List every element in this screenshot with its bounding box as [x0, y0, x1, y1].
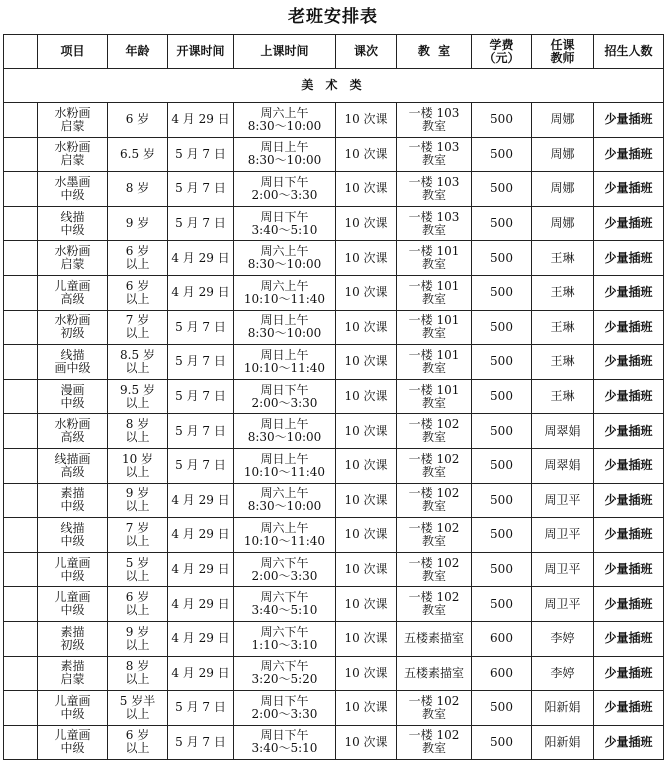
project-cell: 水粉画 启蒙	[38, 241, 108, 276]
fee-cell: 500	[472, 518, 532, 553]
age-cell: 7 岁 以上	[108, 310, 168, 345]
class-time-cell: 周六上午 8:30～10:00	[234, 483, 336, 518]
blank-cell	[4, 379, 38, 414]
sessions-cell: 10 次课	[336, 241, 397, 276]
age-cell: 8 岁 以上	[108, 656, 168, 691]
class-time-cell: 周日下午 2:00～3:30	[234, 379, 336, 414]
teacher-cell: 阳新娟	[532, 725, 594, 760]
header-cell: 开课时间	[168, 35, 234, 69]
teacher-cell: 周卫平	[532, 518, 594, 553]
table-row	[4, 587, 664, 622]
sessions-cell: 10 次课	[336, 656, 397, 691]
fee-cell: 500	[472, 275, 532, 310]
fee-cell: 500	[472, 725, 532, 760]
sessions-cell: 10 次课	[336, 414, 397, 449]
start-date-cell: 5 月 7 日	[168, 414, 234, 449]
start-date-cell: 5 月 7 日	[168, 172, 234, 207]
table-row	[4, 310, 664, 345]
teacher-cell: 周翠娟	[532, 448, 594, 483]
start-date-cell: 5 月 7 日	[168, 137, 234, 172]
project-cell: 儿童画 中级	[38, 587, 108, 622]
sessions-cell: 10 次课	[336, 379, 397, 414]
age-cell: 7 岁 以上	[108, 518, 168, 553]
fee-cell: 600	[472, 656, 532, 691]
classroom-cell: 一楼 102 教室	[397, 725, 472, 760]
teacher-cell: 周卫平	[532, 587, 594, 622]
enrollment-cell: 少量插班	[594, 241, 664, 276]
project-cell: 线描 画中级	[38, 345, 108, 380]
table-row	[4, 656, 664, 691]
teacher-cell: 周娜	[532, 206, 594, 241]
table-row	[4, 552, 664, 587]
header-cell: 年龄	[108, 35, 168, 69]
class-time-cell: 周日下午 3:40～5:10	[234, 725, 336, 760]
age-cell: 5 岁 以上	[108, 552, 168, 587]
blank-cell	[4, 448, 38, 483]
table-row	[4, 518, 664, 553]
blank-cell	[4, 310, 38, 345]
age-cell: 5 岁半 以上	[108, 691, 168, 726]
classroom-cell: 五楼素描室	[397, 656, 472, 691]
project-cell: 素描 初级	[38, 621, 108, 656]
sessions-cell: 10 次课	[336, 103, 397, 138]
project-cell: 线描 中级	[38, 206, 108, 241]
age-cell: 6 岁 以上	[108, 725, 168, 760]
class-time-cell: 周六上午 8:30～10:00	[234, 241, 336, 276]
page-title: 老班安排表	[288, 7, 378, 27]
class-time-cell: 周日下午 3:40～5:10	[234, 206, 336, 241]
project-cell: 儿童画 中级	[38, 725, 108, 760]
enrollment-cell: 少量插班	[594, 206, 664, 241]
start-date-cell: 5 月 7 日	[168, 448, 234, 483]
table-row	[4, 206, 664, 241]
fee-cell: 600	[472, 621, 532, 656]
classroom-cell: 一楼 102 教室	[397, 691, 472, 726]
enrollment-cell: 少量插班	[594, 725, 664, 760]
blank-cell	[4, 275, 38, 310]
project-cell: 水粉画 启蒙	[38, 137, 108, 172]
start-date-cell: 5 月 7 日	[168, 310, 234, 345]
classroom-cell: 一楼 102 教室	[397, 448, 472, 483]
sessions-cell: 10 次课	[336, 310, 397, 345]
enrollment-cell: 少量插班	[594, 518, 664, 553]
header-cell: 招生人数	[594, 35, 664, 69]
fee-cell: 500	[472, 206, 532, 241]
classroom-cell: 一楼 103 教室	[397, 137, 472, 172]
classroom-cell: 一楼 102 教室	[397, 414, 472, 449]
fee-cell: 500	[472, 448, 532, 483]
fee-cell: 500	[472, 414, 532, 449]
age-cell: 6 岁 以上	[108, 241, 168, 276]
class-time-cell: 周日上午 8:30～10:00	[234, 137, 336, 172]
class-time-cell: 周日下午 2:00～3:30	[234, 172, 336, 207]
blank-cell	[4, 691, 38, 726]
table-row	[4, 691, 664, 726]
project-cell: 水粉画 高级	[38, 414, 108, 449]
sessions-cell: 10 次课	[336, 172, 397, 207]
sessions-cell: 10 次课	[336, 448, 397, 483]
age-cell: 6 岁 以上	[108, 275, 168, 310]
sessions-cell: 10 次课	[336, 137, 397, 172]
blank-cell	[4, 345, 38, 380]
classroom-cell: 一楼 102 教室	[397, 587, 472, 622]
class-time-cell: 周日上午 10:10～11:40	[234, 448, 336, 483]
class-time-cell: 周六下午 3:20～5:20	[234, 656, 336, 691]
classroom-cell: 一楼 101 教室	[397, 275, 472, 310]
table-row	[4, 345, 664, 380]
class-time-cell: 周六上午 10:10～11:40	[234, 275, 336, 310]
project-cell: 线描画 高级	[38, 448, 108, 483]
classroom-cell: 一楼 102 教室	[397, 552, 472, 587]
project-cell: 儿童画 高级	[38, 275, 108, 310]
header-cell	[4, 35, 38, 69]
enrollment-cell: 少量插班	[594, 621, 664, 656]
table-row	[4, 137, 664, 172]
class-time-cell: 周六上午 10:10～11:40	[234, 518, 336, 553]
fee-cell: 500	[472, 483, 532, 518]
blank-cell	[4, 621, 38, 656]
project-cell: 水墨画 中级	[38, 172, 108, 207]
sessions-cell: 10 次课	[336, 275, 397, 310]
header-cell: 项目	[38, 35, 108, 69]
project-cell: 线描 中级	[38, 518, 108, 553]
enrollment-cell: 少量插班	[594, 656, 664, 691]
start-date-cell: 4 月 29 日	[168, 275, 234, 310]
class-time-cell: 周六下午 3:40～5:10	[234, 587, 336, 622]
classroom-cell: 一楼 101 教室	[397, 310, 472, 345]
teacher-cell: 周娜	[532, 172, 594, 207]
project-cell: 水粉画 启蒙	[38, 103, 108, 138]
class-time-cell: 周六下午 1:10～3:10	[234, 621, 336, 656]
enrollment-cell: 少量插班	[594, 103, 664, 138]
start-date-cell: 4 月 29 日	[168, 552, 234, 587]
teacher-cell: 李婷	[532, 656, 594, 691]
sessions-cell: 10 次课	[336, 206, 397, 241]
age-cell: 8.5 岁 以上	[108, 345, 168, 380]
enrollment-cell: 少量插班	[594, 345, 664, 380]
teacher-cell: 王琳	[532, 379, 594, 414]
table-row	[4, 241, 664, 276]
sessions-cell: 10 次课	[336, 483, 397, 518]
project-cell: 素描 中级	[38, 483, 108, 518]
project-cell: 素描 启蒙	[38, 656, 108, 691]
project-cell: 漫画 中级	[38, 379, 108, 414]
teacher-cell: 周娜	[532, 103, 594, 138]
classroom-cell: 一楼 101 教室	[397, 379, 472, 414]
table-row	[4, 448, 664, 483]
start-date-cell: 4 月 29 日	[168, 518, 234, 553]
class-time-cell: 周六下午 2:00～3:30	[234, 552, 336, 587]
section-row	[4, 69, 664, 103]
teacher-cell: 周翠娟	[532, 414, 594, 449]
age-cell: 6 岁	[108, 103, 168, 138]
enrollment-cell: 少量插班	[594, 552, 664, 587]
enrollment-cell: 少量插班	[594, 587, 664, 622]
header-cell: 学费 （元）	[472, 35, 532, 69]
class-time-cell: 周日下午 2:00～3:30	[234, 691, 336, 726]
blank-cell	[4, 241, 38, 276]
teacher-cell: 王琳	[532, 241, 594, 276]
age-cell: 9 岁 以上	[108, 621, 168, 656]
blank-cell	[4, 725, 38, 760]
classroom-cell: 五楼素描室	[397, 621, 472, 656]
start-date-cell: 4 月 29 日	[168, 103, 234, 138]
table-row	[4, 621, 664, 656]
table-row	[4, 483, 664, 518]
start-date-cell: 4 月 29 日	[168, 621, 234, 656]
blank-cell	[4, 518, 38, 553]
classroom-cell: 一楼 103 教室	[397, 172, 472, 207]
class-time-cell: 周日上午 10:10～11:40	[234, 345, 336, 380]
fee-cell: 500	[472, 241, 532, 276]
enrollment-cell: 少量插班	[594, 172, 664, 207]
start-date-cell: 4 月 29 日	[168, 587, 234, 622]
blank-cell	[4, 552, 38, 587]
classroom-cell: 一楼 102 教室	[397, 518, 472, 553]
fee-cell: 500	[472, 103, 532, 138]
header-cell: 上课时间	[234, 35, 336, 69]
project-cell: 儿童画 中级	[38, 691, 108, 726]
project-cell: 水粉画 初级	[38, 310, 108, 345]
age-cell: 10 岁 以上	[108, 448, 168, 483]
fee-cell: 500	[472, 310, 532, 345]
start-date-cell: 4 月 29 日	[168, 241, 234, 276]
teacher-cell: 周卫平	[532, 483, 594, 518]
fee-cell: 500	[472, 172, 532, 207]
sessions-cell: 10 次课	[336, 345, 397, 380]
age-cell: 9.5 岁 以上	[108, 379, 168, 414]
enrollment-cell: 少量插班	[594, 310, 664, 345]
table-row	[4, 275, 664, 310]
fee-cell: 500	[472, 587, 532, 622]
sessions-cell: 10 次课	[336, 518, 397, 553]
teacher-cell: 王琳	[532, 345, 594, 380]
table-row	[4, 379, 664, 414]
fee-cell: 500	[472, 345, 532, 380]
section-label: 美 术 类	[4, 69, 664, 103]
classroom-cell: 一楼 102 教室	[397, 483, 472, 518]
sessions-cell: 10 次课	[336, 691, 397, 726]
start-date-cell: 5 月 7 日	[168, 345, 234, 380]
sessions-cell: 10 次课	[336, 587, 397, 622]
age-cell: 9 岁	[108, 206, 168, 241]
blank-cell	[4, 206, 38, 241]
blank-cell	[4, 414, 38, 449]
class-time-cell: 周日上午 8:30～10:00	[234, 310, 336, 345]
start-date-cell: 5 月 7 日	[168, 206, 234, 241]
start-date-cell: 5 月 7 日	[168, 725, 234, 760]
classroom-cell: 一楼 103 教室	[397, 103, 472, 138]
teacher-cell: 李婷	[532, 621, 594, 656]
teacher-cell: 王琳	[532, 275, 594, 310]
start-date-cell: 5 月 7 日	[168, 379, 234, 414]
age-cell: 9 岁 以上	[108, 483, 168, 518]
enrollment-cell: 少量插班	[594, 414, 664, 449]
fee-cell: 500	[472, 691, 532, 726]
class-time-cell: 周六上午 8:30～10:00	[234, 103, 336, 138]
blank-cell	[4, 137, 38, 172]
table-row	[4, 725, 664, 760]
enrollment-cell: 少量插班	[594, 137, 664, 172]
header-cell: 课次	[336, 35, 397, 69]
blank-cell	[4, 172, 38, 207]
enrollment-cell: 少量插班	[594, 691, 664, 726]
header-cell: 教 室	[397, 35, 472, 69]
table-header-row	[4, 35, 664, 69]
enrollment-cell: 少量插班	[594, 379, 664, 414]
table-row	[4, 103, 664, 138]
table-row	[4, 414, 664, 449]
enrollment-cell: 少量插班	[594, 483, 664, 518]
teacher-cell: 阳新娟	[532, 691, 594, 726]
blank-cell	[4, 656, 38, 691]
blank-cell	[4, 587, 38, 622]
start-date-cell: 4 月 29 日	[168, 656, 234, 691]
enrollment-cell: 少量插班	[594, 275, 664, 310]
header-cell: 任课 教师	[532, 35, 594, 69]
enrollment-cell: 少量插班	[594, 448, 664, 483]
fee-cell: 500	[472, 379, 532, 414]
sessions-cell: 10 次课	[336, 725, 397, 760]
age-cell: 8 岁 以上	[108, 414, 168, 449]
teacher-cell: 王琳	[532, 310, 594, 345]
project-cell: 儿童画 中级	[38, 552, 108, 587]
schedule-table	[3, 34, 664, 760]
start-date-cell: 5 月 7 日	[168, 691, 234, 726]
table-row	[4, 172, 664, 207]
blank-cell	[4, 103, 38, 138]
blank-cell	[4, 483, 38, 518]
teacher-cell: 周娜	[532, 137, 594, 172]
fee-cell: 500	[472, 552, 532, 587]
fee-cell: 500	[472, 137, 532, 172]
start-date-cell: 4 月 29 日	[168, 483, 234, 518]
age-cell: 6.5 岁	[108, 137, 168, 172]
classroom-cell: 一楼 101 教室	[397, 241, 472, 276]
classroom-cell: 一楼 103 教室	[397, 206, 472, 241]
age-cell: 8 岁	[108, 172, 168, 207]
sessions-cell: 10 次课	[336, 552, 397, 587]
teacher-cell: 周卫平	[532, 552, 594, 587]
classroom-cell: 一楼 101 教室	[397, 345, 472, 380]
sessions-cell: 10 次课	[336, 621, 397, 656]
class-time-cell: 周日上午 8:30～10:00	[234, 414, 336, 449]
age-cell: 6 岁 以上	[108, 587, 168, 622]
